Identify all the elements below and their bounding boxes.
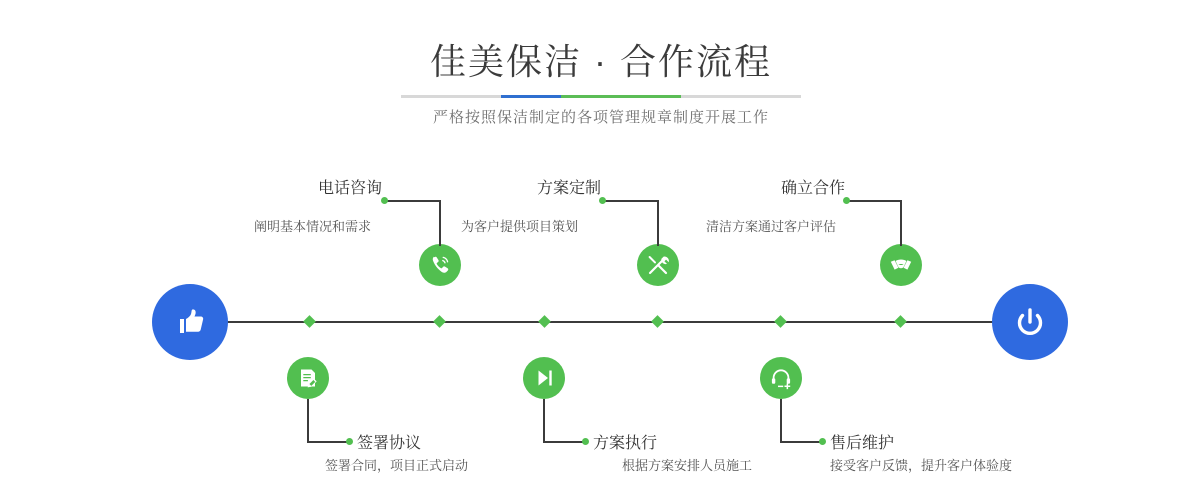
step-desc-3: 为客户提供项目策划 bbox=[461, 219, 579, 234]
step-desc-1: 阐明基本情况和需求 bbox=[254, 219, 372, 234]
play-skip-icon bbox=[532, 366, 556, 390]
page-subtitle: 严格按照保洁制定的各项管理规章制度开展工作 bbox=[432, 109, 769, 126]
headset-support-icon bbox=[769, 366, 793, 390]
connector-vertical bbox=[543, 399, 545, 443]
connector-dot bbox=[599, 197, 606, 204]
step-desc-4: 根据方案安排人员施工 bbox=[622, 458, 753, 473]
step-title-4: 方案执行 bbox=[593, 435, 658, 452]
step-desc-2: 签署合同，项目正式启动 bbox=[325, 458, 469, 473]
step-title-6: 售后维护 bbox=[830, 435, 895, 452]
connector-vertical bbox=[439, 200, 441, 246]
connector-horizontal bbox=[780, 441, 822, 443]
connector-dot bbox=[819, 438, 826, 445]
connector-vertical bbox=[900, 200, 902, 246]
axis-marker bbox=[538, 315, 551, 328]
timeline-end-badge bbox=[992, 284, 1068, 360]
divider-segment-blue bbox=[501, 95, 561, 98]
step-title-3: 方案定制 bbox=[537, 180, 602, 197]
page-title: 佳美保洁 · 合作流程 bbox=[430, 41, 772, 82]
connector-dot bbox=[346, 438, 353, 445]
connector-horizontal bbox=[602, 200, 658, 202]
connector-dot bbox=[381, 197, 388, 204]
power-icon bbox=[1010, 302, 1050, 342]
tools-icon bbox=[646, 253, 670, 277]
step-node-6 bbox=[760, 357, 802, 399]
contract-pen-icon bbox=[296, 366, 320, 390]
connector-horizontal bbox=[846, 200, 902, 202]
step-node-4 bbox=[523, 357, 565, 399]
axis-marker bbox=[774, 315, 787, 328]
thumbs-up-icon bbox=[170, 302, 210, 342]
connector-dot bbox=[843, 197, 850, 204]
step-title-5: 确立合作 bbox=[781, 180, 846, 197]
step-node-1 bbox=[419, 244, 461, 286]
axis-marker bbox=[303, 315, 316, 328]
step-node-2 bbox=[287, 357, 329, 399]
axis-marker bbox=[651, 315, 664, 328]
connector-vertical bbox=[780, 399, 782, 443]
step-node-5 bbox=[880, 244, 922, 286]
step-node-3 bbox=[637, 244, 679, 286]
step-title-2: 签署协议 bbox=[357, 435, 422, 452]
connector-dot bbox=[582, 438, 589, 445]
title-divider bbox=[401, 95, 801, 98]
axis-marker bbox=[433, 315, 446, 328]
axis-marker bbox=[894, 315, 907, 328]
connector-horizontal bbox=[307, 441, 349, 443]
phone-call-icon bbox=[428, 253, 452, 277]
step-title-1: 电话咨询 bbox=[318, 180, 383, 197]
connector-horizontal bbox=[543, 441, 585, 443]
connector-vertical bbox=[307, 399, 309, 443]
step-desc-5: 清洁方案通过客户评估 bbox=[706, 219, 837, 234]
divider-segment-green bbox=[561, 95, 681, 98]
connector-vertical bbox=[657, 200, 659, 246]
connector-horizontal bbox=[384, 200, 440, 202]
step-desc-6: 接受客户反馈，提升客户体验度 bbox=[830, 458, 1013, 473]
timeline-start-badge bbox=[152, 284, 228, 360]
handshake-icon bbox=[889, 253, 913, 277]
